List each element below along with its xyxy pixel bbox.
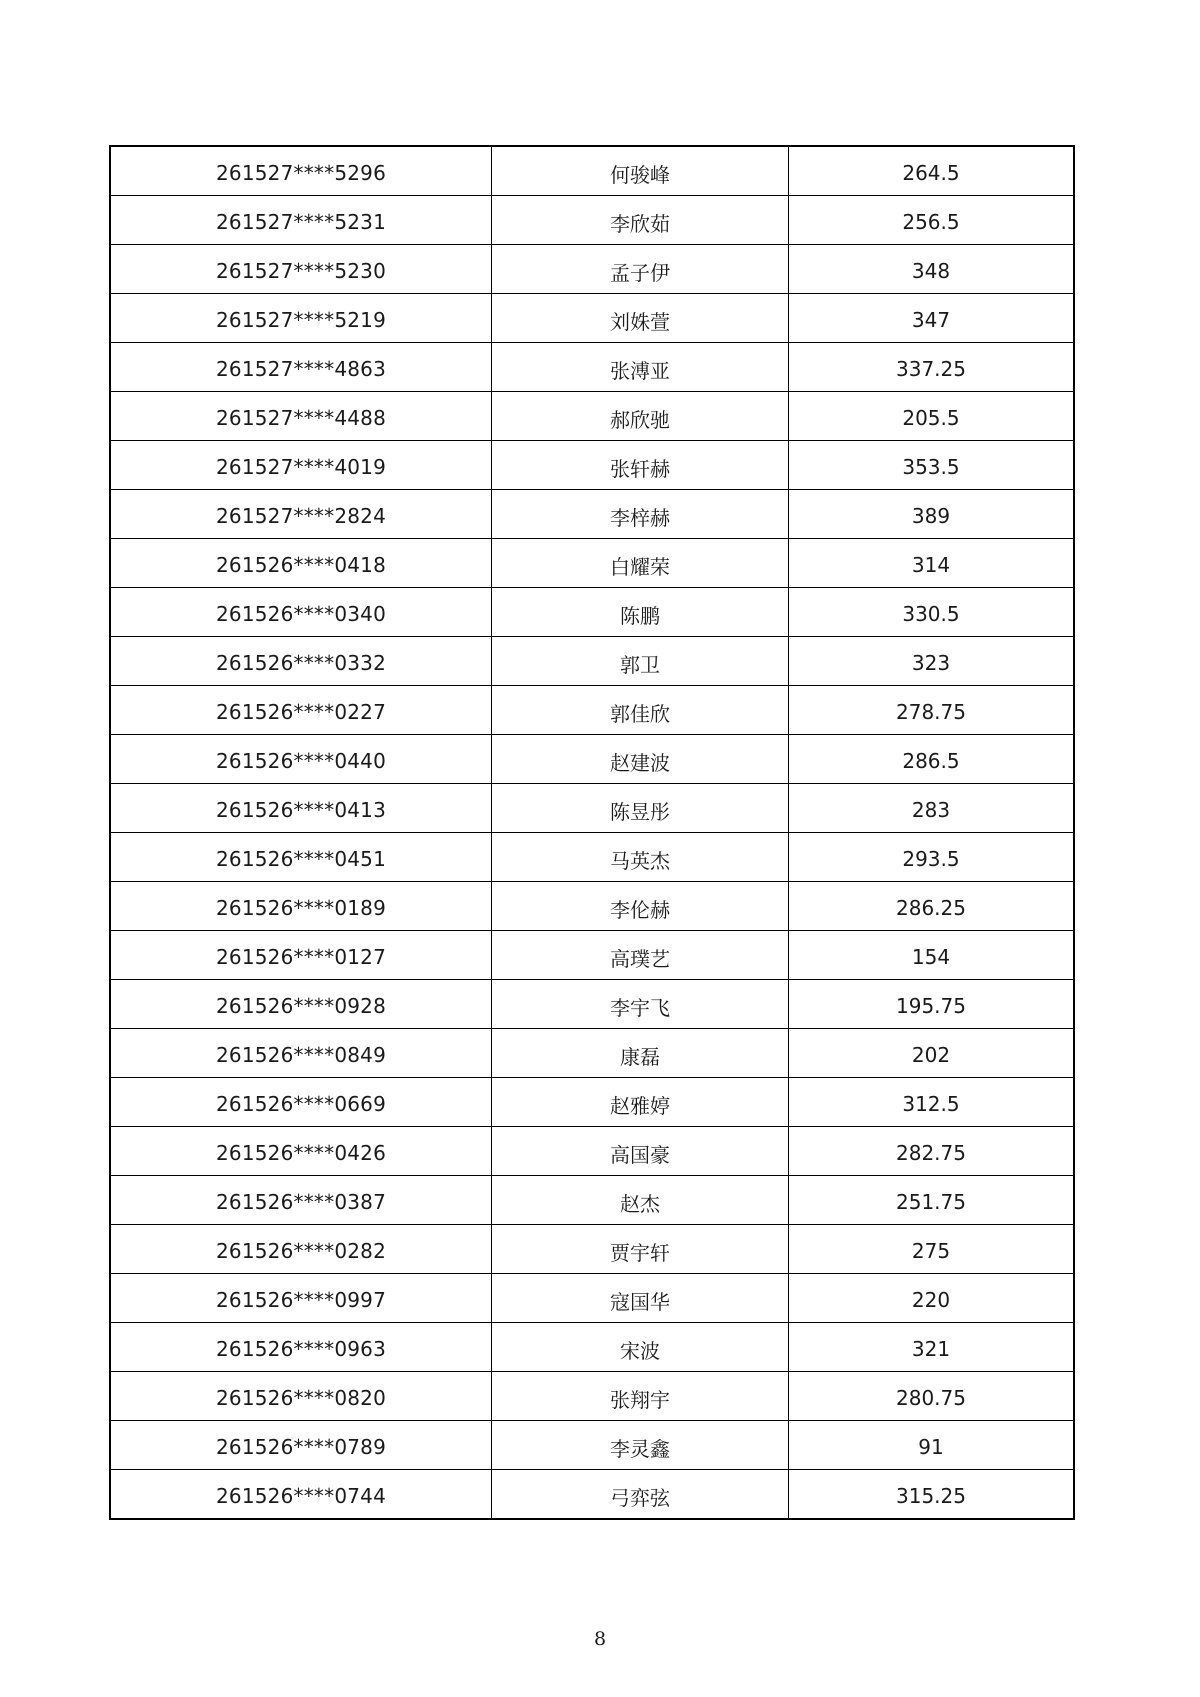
id-cell [110, 245, 492, 294]
table-row [110, 1274, 1074, 1323]
score-cell-text: 323 [911, 651, 951, 675]
score-cell-text: 314 [911, 553, 951, 577]
table-row [110, 1176, 1074, 1225]
id-cell [110, 1225, 492, 1274]
id-cell-text: 261527****5219 [215, 308, 387, 332]
score-cell [789, 1323, 1075, 1372]
id-cell [110, 1372, 492, 1421]
id-cell [110, 1421, 492, 1470]
id-cell-text: 261526****0413 [215, 798, 387, 822]
table-row [110, 1127, 1074, 1176]
score-cell-text: 282.75 [896, 1141, 966, 1165]
score-cell [789, 1274, 1075, 1323]
name-cell [492, 1372, 789, 1421]
score-cell [789, 343, 1075, 392]
id-cell-text: 261526****0849 [215, 1043, 387, 1067]
id-cell-text: 261526****0789 [215, 1435, 387, 1459]
score-table [109, 145, 1075, 1520]
score-cell [789, 1470, 1075, 1520]
id-cell [110, 784, 492, 833]
name-cell [492, 1421, 789, 1470]
name-cell [492, 735, 789, 784]
id-cell [110, 539, 492, 588]
id-cell-text: 261526****0928 [215, 994, 387, 1018]
name-cell-text: 陈鹏 [620, 604, 660, 628]
name-cell [492, 343, 789, 392]
name-cell-text: 赵雅婷 [610, 1094, 670, 1118]
score-cell [789, 1225, 1075, 1274]
id-cell [110, 441, 492, 490]
score-cell-text: 220 [911, 1288, 951, 1312]
name-cell-text: 马英杰 [610, 849, 670, 873]
name-cell [492, 490, 789, 539]
score-cell-text: 251.75 [896, 1190, 966, 1214]
name-cell-text: 郝欣驰 [610, 408, 670, 432]
id-cell-text: 261527****5230 [215, 259, 387, 283]
score-cell-text: 275 [911, 1239, 951, 1263]
score-cell-text: 205.5 [902, 406, 960, 430]
name-cell [492, 588, 789, 637]
score-cell-text: 202 [911, 1043, 951, 1067]
name-cell [492, 833, 789, 882]
score-cell-text: 286.25 [896, 896, 966, 920]
id-cell [110, 196, 492, 245]
id-cell-text: 261527****4863 [215, 357, 387, 381]
name-cell-text: 郭佳欣 [610, 702, 670, 726]
name-cell [492, 392, 789, 441]
id-cell [110, 882, 492, 931]
id-cell [110, 1127, 492, 1176]
score-cell-text: 195.75 [896, 994, 966, 1018]
table-row [110, 931, 1074, 980]
table-row [110, 1421, 1074, 1470]
table-row [110, 441, 1074, 490]
id-cell [110, 1323, 492, 1372]
name-cell-text: 孟子伊 [610, 261, 670, 285]
score-cell [789, 784, 1075, 833]
name-cell-text: 弓弈弦 [610, 1486, 670, 1510]
name-cell [492, 980, 789, 1029]
table-row [110, 490, 1074, 539]
id-cell [110, 392, 492, 441]
id-cell-text: 261526****0127 [215, 945, 387, 969]
id-cell-text: 261527****2824 [215, 504, 387, 528]
id-cell-text: 261526****0963 [215, 1337, 387, 1361]
score-cell [789, 1372, 1075, 1421]
id-cell [110, 980, 492, 1029]
score-cell-text: 312.5 [902, 1092, 960, 1116]
score-cell [789, 1421, 1075, 1470]
score-cell-text: 353.5 [902, 455, 960, 479]
score-cell-text: 293.5 [902, 847, 960, 871]
score-cell [789, 539, 1075, 588]
id-cell [110, 294, 492, 343]
id-cell-text: 261526****0227 [215, 700, 387, 724]
score-cell-text: 315.25 [896, 1484, 966, 1508]
name-cell-text: 刘姝萱 [610, 310, 670, 334]
score-cell [789, 490, 1075, 539]
page-number: 8 [593, 1628, 607, 1650]
table-row [110, 637, 1074, 686]
table-row [110, 1372, 1074, 1421]
name-cell [492, 1225, 789, 1274]
table-row [110, 539, 1074, 588]
id-cell-text: 261526****0387 [215, 1190, 387, 1214]
name-cell [492, 1274, 789, 1323]
score-cell [789, 931, 1075, 980]
score-cell [789, 1127, 1075, 1176]
score-cell-text: 389 [911, 504, 951, 528]
score-cell [789, 1078, 1075, 1127]
name-cell [492, 882, 789, 931]
table-row [110, 980, 1074, 1029]
name-cell-text: 李灵鑫 [610, 1437, 670, 1461]
name-cell [492, 1029, 789, 1078]
id-cell [110, 833, 492, 882]
id-cell [110, 931, 492, 980]
score-cell-text: 321 [911, 1337, 951, 1361]
score-cell-text: 348 [911, 259, 951, 283]
table-row [110, 735, 1074, 784]
table-row [110, 1225, 1074, 1274]
id-cell-text: 261526****0820 [215, 1386, 387, 1410]
table-row [110, 882, 1074, 931]
name-cell [492, 637, 789, 686]
name-cell-text: 李宇飞 [610, 996, 670, 1020]
name-cell [492, 1470, 789, 1520]
score-cell [789, 196, 1075, 245]
score-cell-text: 347 [911, 308, 951, 332]
name-cell-text: 贾宇轩 [610, 1241, 670, 1265]
score-cell [789, 245, 1075, 294]
table-row [110, 1078, 1074, 1127]
score-cell [789, 980, 1075, 1029]
id-cell [110, 1078, 492, 1127]
id-cell [110, 1176, 492, 1225]
score-cell [789, 392, 1075, 441]
table-row [110, 294, 1074, 343]
name-cell [492, 245, 789, 294]
id-cell-text: 261527****5296 [215, 161, 387, 185]
id-cell [110, 343, 492, 392]
id-cell-text: 261526****0418 [215, 553, 387, 577]
score-cell-text: 286.5 [902, 749, 960, 773]
id-cell-text: 261527****5231 [215, 210, 387, 234]
id-cell [110, 490, 492, 539]
id-cell-text: 261526****0997 [215, 1288, 387, 1312]
score-cell-text: 283 [911, 798, 951, 822]
table-row [110, 1470, 1074, 1520]
score-cell [789, 882, 1075, 931]
score-cell [789, 833, 1075, 882]
name-cell-text: 康磊 [620, 1045, 660, 1069]
table-row [110, 784, 1074, 833]
id-cell [110, 686, 492, 735]
score-cell [789, 441, 1075, 490]
name-cell-text: 高璞艺 [610, 947, 670, 971]
score-cell-text: 278.75 [896, 700, 966, 724]
id-cell-text: 261526****0340 [215, 602, 387, 626]
name-cell-text: 李梓赫 [610, 506, 670, 530]
table-row [110, 196, 1074, 245]
name-cell-text: 李伦赫 [610, 898, 670, 922]
name-cell-text: 赵杰 [620, 1192, 660, 1216]
score-cell-text: 330.5 [902, 602, 960, 626]
name-cell-text: 高国豪 [610, 1143, 670, 1167]
score-cell [789, 686, 1075, 735]
id-cell-text: 261526****0744 [215, 1484, 387, 1508]
name-cell-text: 宋波 [620, 1339, 660, 1363]
id-cell [110, 735, 492, 784]
table-row [110, 1029, 1074, 1078]
score-cell-text: 256.5 [902, 210, 960, 234]
id-cell [110, 146, 492, 196]
score-cell-text: 264.5 [902, 161, 960, 185]
score-cell-text: 337.25 [896, 357, 966, 381]
id-cell-text: 261526****0440 [215, 749, 387, 773]
name-cell [492, 1176, 789, 1225]
score-cell [789, 1029, 1075, 1078]
id-cell [110, 1470, 492, 1520]
name-cell [492, 784, 789, 833]
name-cell [492, 441, 789, 490]
table-row [110, 392, 1074, 441]
id-cell-text: 261527****4488 [215, 406, 387, 430]
name-cell [492, 294, 789, 343]
name-cell [492, 539, 789, 588]
id-cell [110, 1274, 492, 1323]
score-cell [789, 735, 1075, 784]
name-cell [492, 931, 789, 980]
name-cell-text: 李欣茹 [610, 212, 670, 236]
name-cell [492, 1127, 789, 1176]
name-cell [492, 1078, 789, 1127]
name-cell-text: 张翔宇 [610, 1388, 670, 1412]
id-cell [110, 637, 492, 686]
name-cell-text: 郭卫 [620, 653, 660, 677]
name-cell [492, 686, 789, 735]
name-cell [492, 1323, 789, 1372]
id-cell-text: 261526****0332 [215, 651, 387, 675]
id-cell-text: 261526****0669 [215, 1092, 387, 1116]
table-row [110, 343, 1074, 392]
table-row [110, 833, 1074, 882]
id-cell-text: 261527****4019 [215, 455, 387, 479]
score-cell-text: 280.75 [896, 1386, 966, 1410]
name-cell [492, 196, 789, 245]
id-cell [110, 1029, 492, 1078]
score-cell-text: 91 [918, 1435, 944, 1459]
name-cell-text: 陈昱彤 [610, 800, 670, 824]
name-cell-text: 寇国华 [610, 1290, 670, 1314]
score-cell [789, 588, 1075, 637]
score-cell [789, 294, 1075, 343]
name-cell-text: 张溥亚 [610, 359, 670, 383]
table-row [110, 588, 1074, 637]
score-cell-text: 154 [911, 945, 951, 969]
table-row [110, 1323, 1074, 1372]
id-cell-text: 261526****0282 [215, 1239, 387, 1263]
id-cell-text: 261526****0189 [215, 896, 387, 920]
score-cell [789, 146, 1075, 196]
score-cell [789, 637, 1075, 686]
table-row [110, 245, 1074, 294]
table-body [110, 146, 1074, 1519]
id-cell [110, 588, 492, 637]
score-cell [789, 1176, 1075, 1225]
name-cell-text: 张轩赫 [610, 457, 670, 481]
id-cell-text: 261526****0426 [215, 1141, 387, 1165]
name-cell-text: 何骏峰 [610, 163, 670, 187]
id-cell-text: 261526****0451 [215, 847, 387, 871]
name-cell-text: 白耀荣 [610, 555, 670, 579]
table-row [110, 686, 1074, 735]
table-row [110, 146, 1074, 196]
name-cell-text: 赵建波 [610, 751, 670, 775]
name-cell [492, 146, 789, 196]
